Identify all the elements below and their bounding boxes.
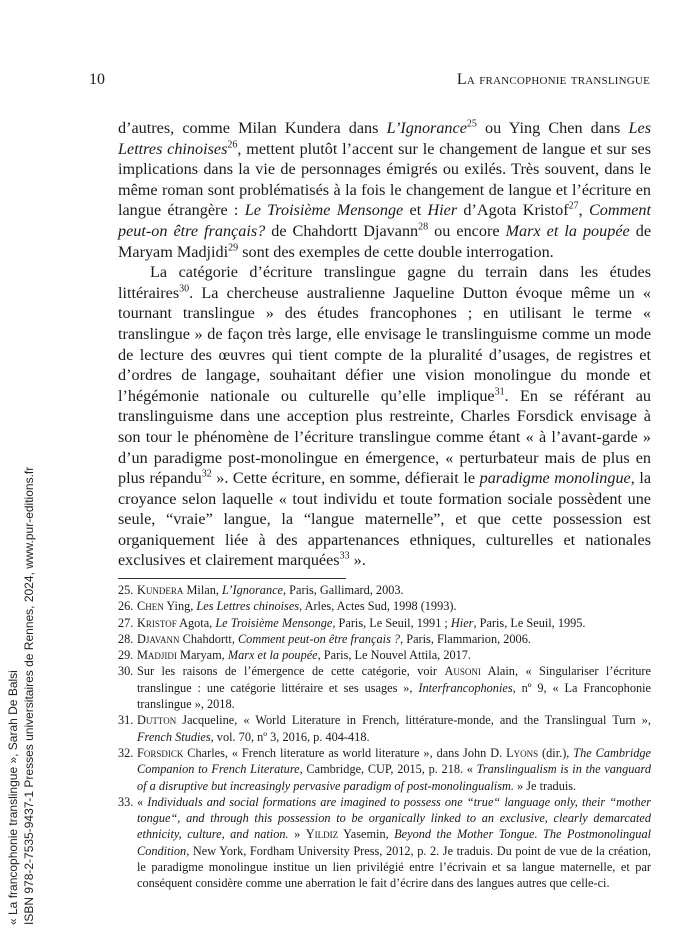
footnote-31 [118, 712, 651, 745]
footnote-text [137, 631, 651, 647]
footnote-30 [118, 663, 651, 712]
page-number: 10 [89, 71, 105, 88]
text: et [403, 201, 428, 220]
text: . La chercheuse australienne Jaqueline Dutton évoque même un « tournant translingue » des études francophones ; en utilisant le terme « translingue » de façon très large, elle envisage le translinguisme comme un mode de lecture des œuvres qui tient compte de la pluralité d’usages, de registres et d’ordres de langage, souhaitant défier une vision monolingue du monde et l’hégémonie nationale ou culturelle qu’elle implique [118, 283, 651, 405]
credit-line-2: ISBN 978-2-7535-9437-1 Presses universitaires de Rennes, 2024, www.pur-editions.fr [21, 466, 36, 925]
body-text [118, 118, 651, 571]
footnote-ref-27[interactable]: 27 [568, 200, 579, 212]
text: d’Agota Kristof [457, 201, 569, 220]
author-surname: Madjidi [137, 648, 177, 663]
text: ou encore [428, 221, 506, 240]
text: , Paris, Le Nouvel Attila, 2017. [317, 648, 471, 663]
footnote-ref-25[interactable]: 25 [466, 118, 477, 130]
footnote-number: 31. [118, 713, 134, 728]
footnote-ref-28[interactable]: 28 [418, 221, 429, 233]
text: « [137, 794, 148, 809]
text: La catégorie d’écriture translingue gagne du terrain dans les études littéraires [118, 263, 651, 302]
footnote-text [137, 712, 651, 745]
footnote-number: 25. [118, 583, 134, 597]
quotation: Individuals and social formations are imagined to possess one “true“ language only, their “mother tongue“, and through this possession to be organically linked to an exclusive, clearly demarcated ethnicity, culture, and nation. [137, 794, 651, 842]
text: de Chahdortt Djavann [265, 221, 419, 240]
footnote-text [137, 598, 651, 614]
text: ou Ying Chen dans [476, 119, 629, 137]
footnote-26 [118, 598, 651, 614]
footnote-text [137, 647, 651, 663]
footnote-25 [118, 582, 651, 598]
footnote-32 [118, 745, 651, 794]
footnotes [118, 582, 651, 892]
footnote-33 [118, 794, 651, 892]
footnote-text [137, 615, 651, 631]
text: , la croyance selon laquelle « tout individu et toute formation sociale possèdent une seule, “vraie” langue, la “langue maternelle”, et que cette possession est organiquement liée à des appartenances ethniques, culturelles et nationales exclusives et clairement marquées [118, 469, 652, 570]
text: , mettent plutôt l’accent sur le changement de langue et sur ses implications dans la vie de personnages émigrés ou exilés. Très souvent, dans le même roman sont problématisés à la fois le changement de langue et l’écriture en langue étrangère : [118, 139, 651, 220]
journal-title: Interfrancophonies [418, 680, 513, 695]
author-surname: Dutton [137, 713, 177, 728]
emphasis: paradigme monolingue [479, 469, 631, 488]
footnote-separator [118, 578, 346, 579]
running-title: La francophonie translingue [456, 71, 650, 88]
text: , Paris, Gallimard, 2003. [283, 583, 404, 597]
paragraph-1 [118, 118, 651, 262]
footnote-number: 30. [118, 664, 134, 679]
text: ». Cette écriture, en somme, défierait le [211, 469, 480, 488]
footnote-28 [118, 631, 651, 647]
text: , Paris, Le Seuil, 1991 ; [332, 615, 451, 630]
book-title: Hier [427, 201, 458, 220]
text: Jacqueline, « World Literature in French, littérature-monde, and the Translingual Turn », [176, 713, 651, 728]
book-title: L’Ignorance [386, 119, 467, 137]
text: ». [349, 551, 366, 570]
text: Sur les raisons de l’émergence de cette catégorie, voir [137, 664, 445, 679]
quotation: Translingualism is in the vanguard of a disruptive but increasingly pervasive paradigm of post-monolingualism. [137, 762, 651, 793]
text: , Paris, Le Seuil, 1995. [473, 615, 586, 630]
book-title: Le Troisième Mensonge [244, 201, 404, 220]
book-title: The Cambridge Companion to French Literature [137, 745, 652, 777]
footnote-number: 29. [118, 648, 134, 663]
footnote-number: 32. [118, 745, 134, 760]
author-surname: Ausoni [444, 664, 481, 679]
footnote-ref-33[interactable]: 33 [339, 551, 350, 563]
book-title: Marx et la poupée [227, 648, 318, 663]
footnote-text [137, 794, 651, 892]
book-title: Beyond the Mother Tongue. The Postmonolingual Condition [137, 827, 652, 858]
text: , [578, 201, 589, 220]
text: d’autres, comme Milan Kundera dans [118, 119, 387, 137]
book-title: Hier [450, 615, 474, 630]
editor-surname: Lyons [506, 745, 539, 760]
footnote-ref-32[interactable]: 32 [201, 468, 212, 480]
text: , nº 9, « La Francophonie translingue », 2018. [137, 680, 651, 712]
book-title: Comment peut-on être français ? [237, 631, 401, 646]
credit-line-1: « La francophonie translingue », Sarah De Balsi [6, 670, 20, 925]
footnote-text [137, 663, 651, 712]
text: , Arles, Actes Sud, 1998 (1993). [299, 599, 457, 614]
book-title: Les Lettres chinoises [118, 119, 651, 158]
text: Yasemin, [338, 827, 395, 842]
author-surname: Kundera [137, 583, 184, 597]
footnote-number: 28. [118, 631, 134, 646]
footnote-ref-26[interactable]: 26 [227, 139, 238, 151]
text: Ying, [163, 599, 197, 614]
text: (dir.), [538, 745, 574, 760]
text: , New York, Fordham University Press, 2012, p. 2. Je traduis. Du point de vue de la création, le paradigme monolingue institue un lien privilégié entre l’écrivain et sa langue maternelle, et par conséquent considère comme une aberration le fait d’écrire dans des langues autres que celle-ci. [137, 843, 651, 891]
footnote-text [137, 582, 651, 598]
journal-title: French Studies [137, 729, 211, 744]
text: de Maryam Madjidi [118, 221, 652, 261]
footnote-27 [118, 615, 651, 631]
paragraph-2 [118, 262, 651, 571]
author-surname: Forsdick [137, 745, 184, 760]
footnote-number: 26. [118, 599, 134, 614]
text: , vol. 70, nº 3, 2016, p. 404-418. [210, 729, 370, 744]
text: » [288, 827, 306, 842]
book-title: Marx et la poupée [505, 221, 630, 240]
footnote-ref-31[interactable]: 31 [494, 386, 505, 398]
text: sont des exemples de cette double interrogation. [238, 242, 554, 261]
text: Maryam, [176, 648, 228, 663]
text: Chahdortt, [179, 631, 238, 646]
text: Milan, [183, 583, 222, 597]
text: . En se référant au translinguisme dans une acception plus restreinte, Charles Forsdick envisage à son tour le phénomène de l’écriture translingue comme étant « à l’avant-garde » d’un paradigme post-monolingue en émergence, « perturbateur mais de plus en plus répandu [118, 386, 651, 488]
footnote-number: 27. [118, 615, 134, 630]
author-surname: Kristof [137, 615, 177, 630]
text: Agota, [176, 615, 216, 630]
margin-credit [6, 467, 37, 925]
text: Alain, « Singulariser l’écriture translingue : une catégorie littéraire et ses usages », [137, 664, 651, 695]
book-title: Les Lettres chinoises [196, 599, 300, 614]
footnote-ref-30[interactable]: 30 [179, 283, 190, 295]
text: Charles, « French literature as world literature », dans John D. [183, 745, 507, 760]
text: , Cambridge, CUP, 2015, p. 218. « [299, 762, 477, 777]
author-surname: Chen [137, 599, 164, 614]
text: » Je traduis. [513, 778, 577, 793]
author-surname: Djavann [137, 631, 180, 646]
footnote-ref-29[interactable]: 29 [228, 242, 239, 254]
footnote-number: 33. [118, 794, 134, 809]
footnote-text [137, 745, 651, 794]
footnote-29 [118, 647, 651, 663]
book-title: L’Ignorance [222, 583, 284, 597]
book-title: Le Troisième Mensonge [215, 615, 333, 630]
text: , Paris, Flammarion, 2006. [400, 631, 531, 646]
author-surname: Yildiz [305, 827, 339, 842]
book-title: Comment peut-on être français? [118, 201, 651, 240]
